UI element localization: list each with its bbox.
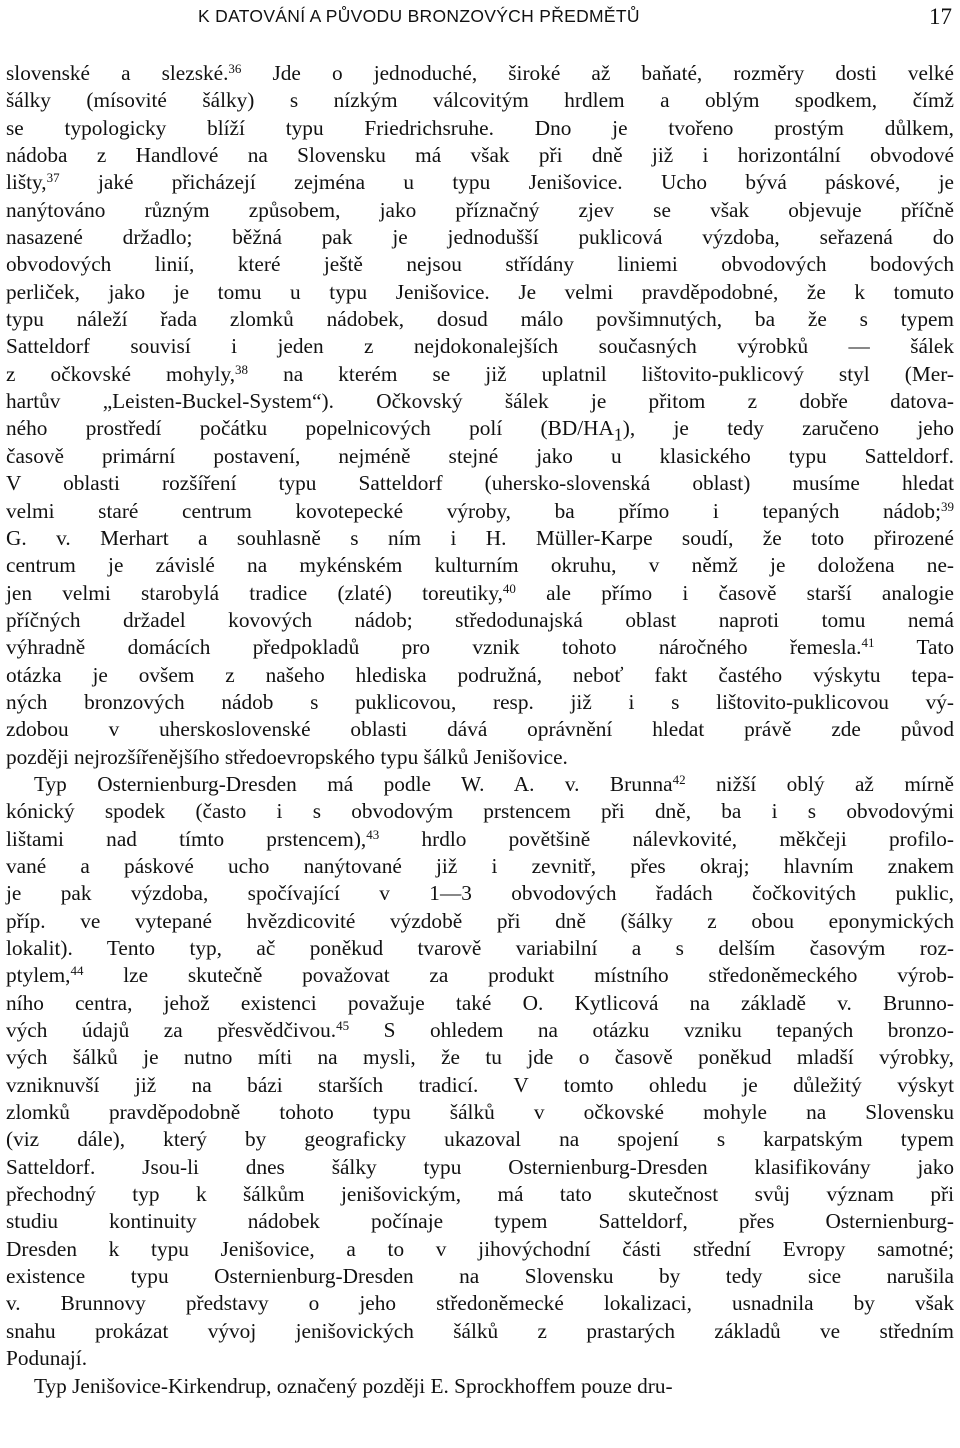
text-line: kónický spodek (často i s obvodovým prstencem při dně, ba i s obvodovými [6, 799, 954, 824]
text-line: ního centra, jehož existenci považuje také O. Kytlicová na základě v. Brunno- [6, 990, 954, 1015]
text-line: ptylem,$^{44}$ lze skutečně považovat za produkt místního středoněmeckého výrob- [6, 963, 954, 988]
text-line: lokalit). Tento typ, ač poněkud tvarově variabilní a s delším časovým roz- [6, 936, 954, 960]
text-line: výhradně domácích předpokladů pro vznik tohoto náročného řemesla.$^{41}$ Tato [6, 635, 954, 660]
text-line: vzniknuvší již na bázi starších tradicí. V tomto ohledu je důležitý výskyt [6, 1072, 954, 1097]
text-line: zdobou v uherskoslovenské oblasti dává oprávnění hledat právě zde původ [6, 717, 954, 742]
text-line: snahu prokázat vývoj jenišovických šálků z prastarých základů ve středním [6, 1318, 954, 1343]
text-line: v. Brunnovy představy o jeho středoněmecké lokalizaci, usnadnila by však [6, 1291, 954, 1316]
text-line: šálky (mísovité šálky) s nízkým válcovitým hrdlem a oblým spodkem, čímž [6, 88, 954, 113]
text-line: otázka je ovšem z našeho hlediska podružná, neboť fakt častého výskytu tepa- [6, 662, 954, 687]
body-text [6, 60, 954, 1400]
running-header [6, 6, 954, 34]
text-line: příčných držadel kovových nádob; středodunajská oblast naproti tomu nemá [6, 607, 954, 632]
text-line: ných bronzových nádob s puklicovou, resp. již i s lištovito-puklicovou vý- [6, 689, 954, 714]
text-line: vané a páskové ucho nanýtované již i zevnitř, přes okraj; hlavním znakem [6, 853, 954, 878]
text-line: je pak výzdoba, spočívající v 1—3 obvodových řadách čočkovitých puklic, [6, 881, 954, 906]
text-line: centrum je závislé na mykénském kulturním okruhu, v němž je doložena ne- [6, 553, 954, 578]
text-line: Typ Osternienburg-Dresden má podle W. A. v. Brunna$^{42}$ nižší oblý až mírně [34, 771, 954, 796]
text-line: studiu kontinuity nádobek počínaje typem Satteldorf, přes Osternienburg- [6, 1209, 954, 1234]
text-line: přechodný typ k šálkům jenišovickým, má tato skutečnost svůj význam při [6, 1182, 954, 1207]
text-line: perliček, jako je tomu u typu Jenišovice. Je velmi pravděpodobné, že k tomuto [6, 279, 954, 304]
text-line: (viz dále), který by geograficky ukazoval na spojení s karpatským typem [6, 1127, 954, 1152]
text-line: ného prostředí počátku popelnicových polí $(BD/HA_1)$, je tedy zaručeno jeho [6, 416, 954, 445]
text-line: zlomků pravděpodobně tohoto typu šálků v očkovské mohyle na Slovensku [6, 1100, 954, 1125]
text-line: vých údajů za přesvědčivou.$^{45}$ S ohledem na otázku vzniku tepaných bronzo- [6, 1018, 954, 1043]
text-line: typu náleží řada zlomků nádobek, dosud málo povšimnutých, ba že s typem [6, 307, 954, 332]
text-line: vých šálků je nutno míti na mysli, že tu jde o časově poněkud mladší výrobky, [6, 1045, 954, 1070]
text-line: lišty,$^{37}$ jaké přicházejí zejména u typu Jenišovice. Ucho bývá páskové, je [6, 170, 954, 195]
page-number: 17 [929, 4, 952, 29]
text-line: existence typu Osternienburg-Dresden na Slovensku by tedy sice narušila [6, 1264, 954, 1289]
text-line: Dresden k typu Jenišovice, a to v jihovýchodní části střední Evropy samotné; [6, 1236, 954, 1261]
text-line: příp. ve vytepané hvězdicovité výzdobě při dně (šálky z obou eponymických [6, 908, 954, 933]
text-line: nanýtováno různým způsobem, jako příznačný zjev se však objevuje příčně [6, 197, 954, 222]
text-line: Typ Jenišovice-Kirkendrup, označený později E. Sprockhoffem pouze dru- [34, 1373, 673, 1398]
text-line: lištami nad tímto prstencem),$^{43}$ hrdlo povětšině nálevkovité, měkčeji profilo- [6, 826, 954, 851]
text-line: hartův „Leisten-Buckel-System“). Očkovský šálek je přitom z dobře datova- [6, 389, 954, 414]
text-line: Podunají. [6, 1346, 88, 1371]
document-page [6, 0, 954, 1448]
text-line: Satteldorf. Jsou-li dnes šálky typu Osternienburg-Dresden klasifikovány jako [6, 1154, 954, 1179]
text-line: nádoba z Handlové na Slovensku má však při dně již i horizontální obvodové [6, 143, 954, 168]
running-title: K DATOVÁNÍ A PŮVODU BRONZOVÝCH PŘEDMĚTŮ [198, 6, 640, 26]
text-line: nasazené držadlo; běžná pak je jednodušší puklicová výzdoba, seřazená do [6, 225, 954, 250]
text-line: V oblasti rozšíření typu Satteldorf (uhersko-slovenská oblast) musíme hledat [6, 471, 954, 496]
text-line: se typologicky blíží typu Friedrichsruhe. Dno je tvořeno prostým důlkem, [6, 115, 954, 140]
text-line: později nejrozšířenějšího středoevropského typu šálků Jenišovice. [6, 744, 568, 769]
text-line: jen velmi starobylá tradice (zlaté) toreutiky,$^{40}$ ale přímo i časově starší analogie [6, 580, 954, 605]
text-line: velmi staré centrum kovotepecké výroby, ba přímo i tepaných nádob;$^{39}$ [6, 498, 954, 523]
text-line: slovenské a slezské.$^{36}$ Jde o jednoduché, široké až baňaté, rozměry dosti velké [6, 61, 954, 85]
text-line: obvodových linií, které ještě nejsou střídány liniemi obvodových bodových [6, 252, 954, 277]
text-line: časově primární postavení, nejméně stejné jako u klasického typu Satteldorf. [6, 443, 954, 468]
text-line: G. v. Merhart a souhlasně s ním i H. Müller-Karpe soudí, že toto přirozené [6, 525, 954, 550]
text-line: Satteldorf souvisí i jeden z nejdokonalejších současných výrobků — šálek [6, 334, 954, 359]
text-line: z očkovské mohyly,$^{38}$ na kterém se již uplatnil lištovito-puklicový styl (Mer- [6, 361, 954, 386]
